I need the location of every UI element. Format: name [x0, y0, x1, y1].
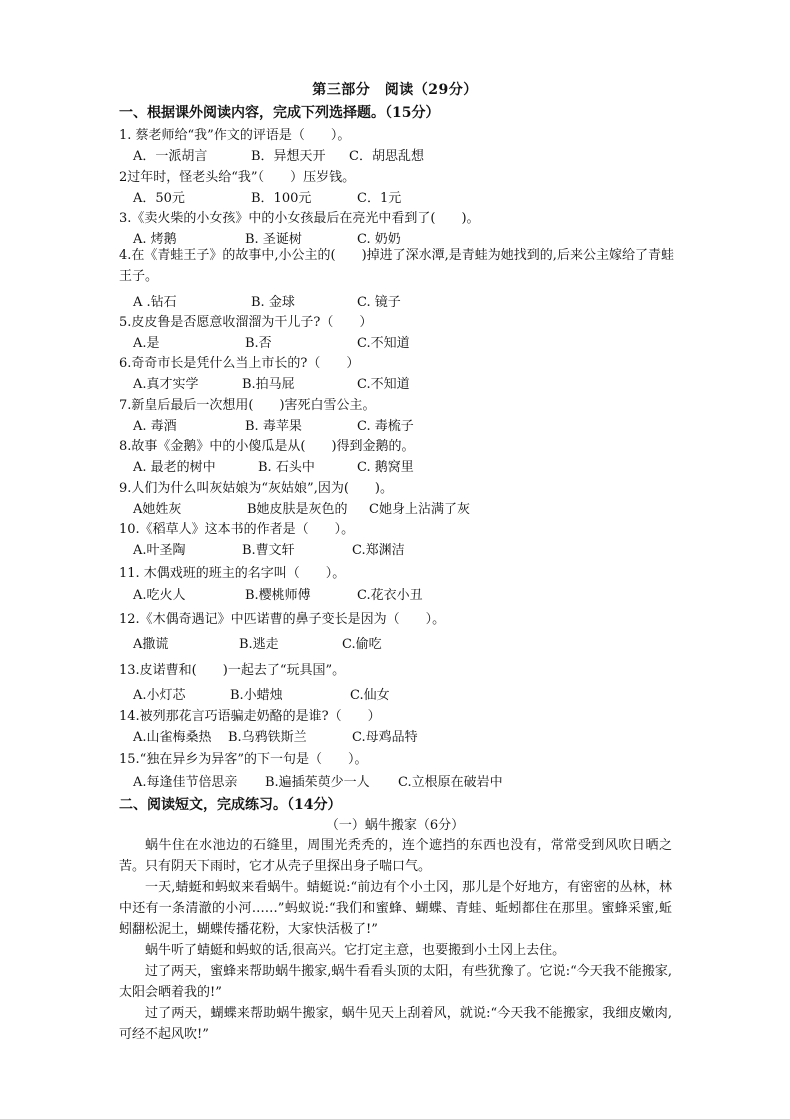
question-13: 13.皮诺曹和( )一起去了“玩具国”。	[119, 663, 346, 678]
question-12-options	[133, 633, 693, 651]
option-b: B. 毒苹果	[245, 419, 302, 434]
question-10: 10.《稻草人》这本书的作者是（ ）。	[119, 522, 355, 537]
option-c: C.偷吃	[342, 637, 382, 652]
option-b: B．100元	[251, 191, 312, 206]
option-b: B.遍插茱萸少一人	[265, 775, 370, 790]
question-14: 14.被列那花言巧语骗走奶酪的是谁?（ ）	[119, 709, 381, 724]
passage-paragraph-3: 蜗牛听了蜻蜓和蚂蚁的话,很高兴。它打定主意，也要搬到小土冈上去住。	[145, 943, 566, 958]
question-14-options	[133, 726, 693, 744]
option-a: A .钻石	[133, 295, 177, 310]
option-b: B她皮肤是灰色的	[247, 502, 348, 517]
option-c: C. 鹅窝里	[357, 460, 414, 475]
passage-paragraph-4: 过了两天，蜜蜂来帮助蜗牛搬家,蜗牛看看头顶的太阳，有些犹豫了。它说:“今天我不能搬家,太阳会晒着我的!”	[119, 964, 672, 1000]
option-c: C. 奶奶	[357, 232, 401, 247]
option-a: A她姓灰	[133, 502, 182, 517]
question-8: 8.故事《金鹅》中的小傻瓜是从( )得到金鹅的。	[119, 439, 415, 454]
question-12: 12.《木偶奇遇记》中匹诺曹的鼻子变长是因为（ ）。	[119, 612, 446, 627]
question-7-options	[133, 415, 693, 433]
question-6-options	[133, 373, 693, 391]
option-c: C.母鸡品特	[352, 730, 418, 745]
option-b: B.樱桃师傅	[245, 588, 311, 603]
passage-paragraph-5: 过了两天，蝴蝶来帮助蜗牛搬家，蜗牛见天上刮着风，就说:“今天我不能搬家，我细皮嫩肉,可经不起风吹!”	[119, 1006, 672, 1042]
option-c: C. 镜子	[357, 295, 401, 310]
option-c: C.仙女	[350, 688, 390, 703]
section-1-heading: 一、根据课外阅读内容，完成下列选择题。（15分）	[119, 105, 440, 121]
question-8-options	[133, 456, 693, 474]
question-11-options	[133, 584, 693, 602]
option-a: A．50元	[133, 191, 185, 206]
question-6: 6.奇奇市长是凭什么当上市长的?（ ）	[119, 356, 360, 371]
question-2-options	[133, 187, 693, 205]
option-a: A撒谎	[133, 637, 169, 652]
passage-paragraph-2: 一天,蜻蜓和蚂蚁来看蜗牛。蜻蜓说:“前边有个小土冈，那儿是个好地方，有密密的丛林，林中还有一条清澈的小河……”蚂蚁说:“我们和蜜蜂、蝴蝶、青蛙、蚯蚓都住在那里。蜜蜂采蜜,蚯蚓翻松泥土，蝴蝶传播花粉，大家快活极了!”	[119, 880, 672, 937]
option-b: B.否	[245, 336, 272, 351]
option-c: C.不知道	[357, 377, 410, 392]
option-a: A.是	[133, 336, 160, 351]
option-c: C她身上沾满了灰	[369, 502, 470, 517]
option-c: C.花衣小丑	[357, 588, 423, 603]
option-a: A．一派胡言	[133, 149, 208, 164]
question-15-options	[133, 771, 693, 789]
option-c: C. 毒梳子	[357, 419, 414, 434]
question-10-options	[133, 539, 693, 557]
question-1-options	[133, 145, 693, 163]
section-2-heading: 二、阅读短文，完成练习。（14分）	[119, 797, 342, 813]
page-title: 第三部分 阅读（29分）	[312, 82, 478, 98]
question-9: 9.人们为什么叫灰姑娘为“灰姑娘”,因为( )。	[119, 481, 393, 496]
option-a: A. 烤鹅	[133, 232, 177, 247]
question-1: 1. 蔡老师给“我”作文的评语是（ ）。	[119, 128, 351, 143]
question-7: 7.新皇后最后一次想用( )害死白雪公主。	[119, 398, 376, 413]
option-c: C．胡思乱想	[349, 149, 424, 164]
question-13-options	[133, 684, 693, 702]
question-3-options	[133, 228, 693, 246]
option-a: A.吃火人	[133, 588, 186, 603]
option-c: C.立根原在破岩中	[398, 775, 503, 790]
option-b: B.曹文轩	[242, 543, 295, 558]
option-c: C．1元	[357, 191, 402, 206]
question-2: 2过年时，怪老头给“我”（ ）压岁钱。	[119, 170, 356, 185]
question-5: 5.皮皮鲁是否愿意收溜溜为干儿子?（ ）	[119, 315, 373, 330]
option-b: B.拍马屁	[242, 377, 295, 392]
option-a: A.小灯芯	[133, 688, 186, 703]
option-c: C.郑渊洁	[352, 543, 405, 558]
option-b: B.逃走	[239, 637, 279, 652]
option-a: A.真才实学	[133, 377, 199, 392]
question-11: 11. 木偶戏班的班主的名字叫（ ）。	[119, 566, 346, 581]
option-a: A.每逢佳节倍思亲	[133, 775, 238, 790]
option-c: C.不知道	[357, 336, 410, 351]
option-a: A. 毒酒	[133, 419, 177, 434]
option-a: A. 最老的树中	[133, 460, 216, 475]
option-b: B.小蜡烛	[230, 688, 283, 703]
option-b: B.乌鸦铁斯兰	[228, 730, 307, 745]
option-b: B．异想天开	[251, 149, 326, 164]
option-a: A.山雀梅桑热	[133, 730, 212, 745]
question-5-options	[133, 332, 693, 350]
option-b: B. 圣诞树	[245, 232, 302, 247]
passage-paragraph-1: 蜗牛住在水池边的石缝里，周围光秃秃的，连个遮挡的东西也没有，常常受到风吹日晒之苦。只有阴天下雨时，它才从壳子里探出身子喘口气。	[119, 838, 672, 874]
question-15: 15.“独在异乡为异客”的下一句是（ ）。	[119, 752, 368, 767]
question-4-options	[133, 291, 693, 309]
question-3: 3.《卖火柴的小女孩》中的小女孩最后在亮光中看到了( )。	[119, 211, 480, 226]
option-a: A.叶圣陶	[133, 543, 186, 558]
passage-title: （一）蜗牛搬家（6分）	[325, 818, 465, 833]
option-b: B. 金球	[251, 295, 295, 310]
question-9-options	[133, 498, 693, 516]
option-b: B. 石头中	[258, 460, 315, 475]
question-4: 4.在《青蛙王子》的故事中,小公主的( )掉进了深水潭,是青蛙为她找到的,后来公主嫁给了青蛙王子。	[119, 248, 674, 284]
